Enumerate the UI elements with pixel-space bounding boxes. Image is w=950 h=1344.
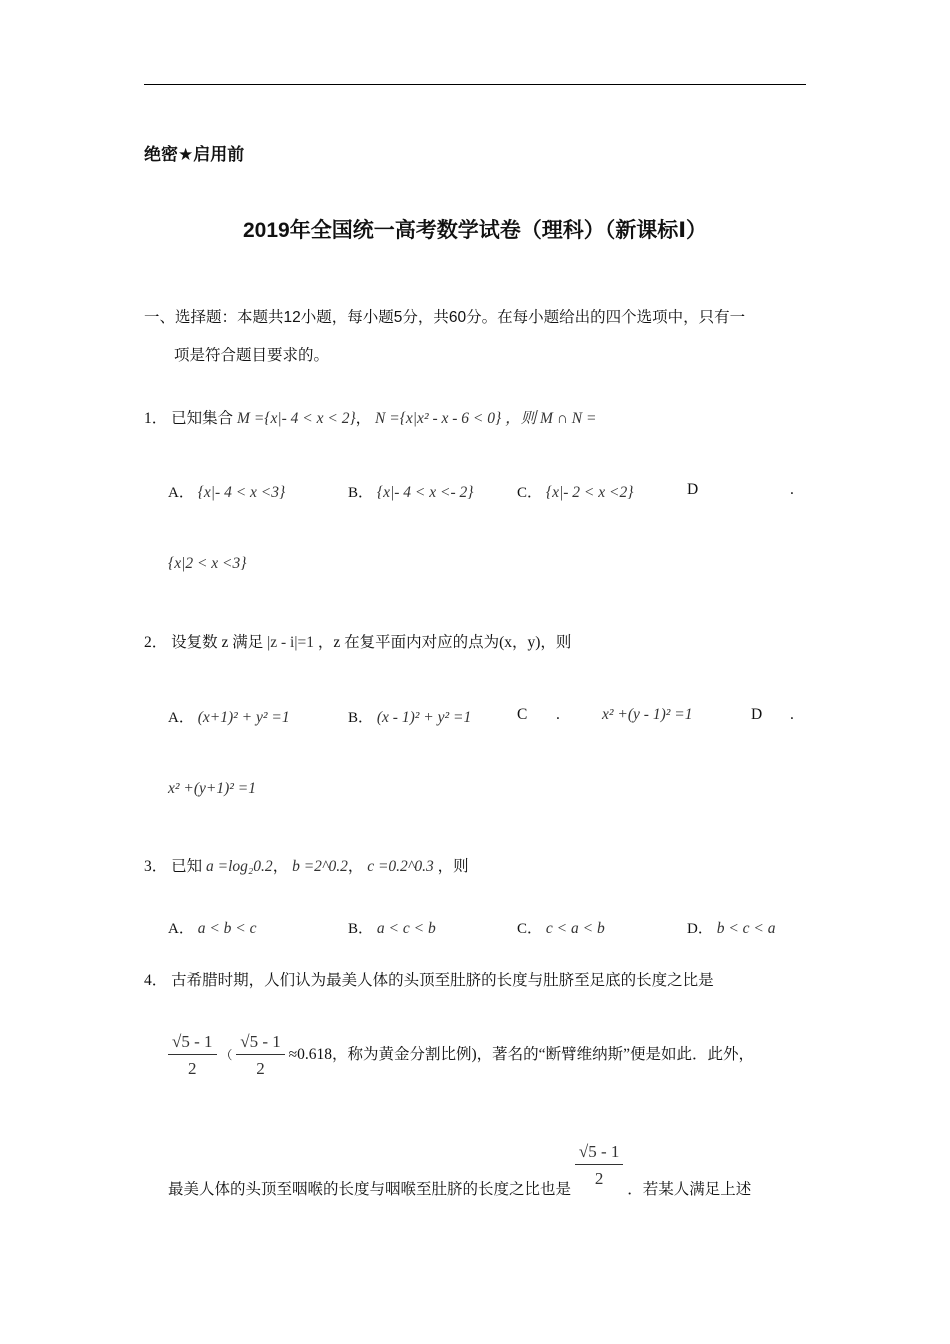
question-stem-suffix: ，则 M ∩ N = — [505, 410, 597, 427]
q1-option-a: A． {x|- 4 < x <3} — [168, 484, 286, 501]
header-rule — [144, 84, 806, 85]
golden-ratio-fraction: $\frac{√5 - 1}{2}$ — [575, 1142, 624, 1189]
q2-option-c-value: x² +(y - 1)² =1 — [602, 706, 693, 723]
question-3: 3． 已知 a =log₂0.2， b =2^0.2， c =0.2^0.3 ，则 — [144, 858, 469, 875]
golden-ratio-fraction: $\frac{√5 - 1}{2}$ — [236, 1032, 285, 1079]
q3-option-c: C． c < a < b — [517, 920, 605, 937]
confidential-label: 绝密★启用前 — [144, 145, 245, 164]
a-definition: a =log₂0.2 — [206, 858, 273, 875]
b-definition: b =2^0.2 — [292, 858, 348, 875]
q3-option-d: D． b < c < a — [687, 920, 776, 937]
section-heading-line1: 一、选择题：本题共12小题，每小题5分，共60分。在每小题给出的四个选项中，只有一 — [144, 309, 746, 326]
question-stem: 已知集合 — [171, 410, 234, 427]
question-4-line3: 最美人体的头顶至咽喉的长度与咽喉至肚脐的长度之比也是 $\frac{√5 - 1}{2}$ ．若某人满足上述 — [168, 1142, 752, 1198]
q1-option-b: B． {x|- 4 < x <- 2} — [348, 484, 474, 501]
q2-option-d-value: x² +(y+1)² =1 — [168, 780, 257, 797]
c-definition: c =0.2^0.3 — [367, 858, 434, 875]
q3-option-b: B． a < c < b — [348, 920, 436, 937]
golden-ratio-fraction: $\frac{√5 - 1}{2}$ — [168, 1032, 217, 1079]
q1-option-d-label: D — [687, 481, 699, 498]
q2-option-c-dot: . — [556, 706, 560, 723]
question-1: 1． 已知集合 M ={x|- 4 < x < 2}， N ={x|x² - x - 6 < 0} ，则 M ∩ N = — [144, 410, 597, 427]
set-m-definition: M ={x|- 4 < x < 2} — [237, 410, 356, 427]
question-4-line2: $\frac{√5 - 1}{2}$ （ $\frac{√5 - 1}{2}$ ≈0.618，称为黄金分割比例)，著名的“断臂维纳斯”便是如此．此外， — [168, 1032, 754, 1079]
question-4: 4． 古希腊时期，人们认为最美人体的头顶至肚脐的长度与肚脐至足底的长度之比是 — [144, 972, 714, 989]
q2-option-d-label: D — [751, 706, 763, 723]
question-2: 2． 设复数 z 满足 |z - i|=1 ，z 在复平面内对应的点为(x，y)，则 — [144, 634, 572, 651]
q1-option-c: C． {x|- 2 < x <2} — [517, 484, 634, 501]
q2-option-d-dot: . — [790, 706, 794, 723]
q1-option-d-value: {x|2 < x <3} — [168, 555, 247, 572]
set-n-definition: N ={x|x² - x - 6 < 0} — [375, 410, 502, 427]
modulus-condition: |z - i|=1 — [267, 634, 314, 651]
q2-option-b: B． (x - 1)² + y² =1 — [348, 709, 472, 726]
q3-option-a: A． a < b < c — [168, 920, 257, 937]
question-number: 1． — [144, 410, 168, 427]
page-title: 2019年全国统一高考数学试卷（理科）（新课标Ⅰ） — [242, 219, 708, 242]
q2-option-a: A． (x+1)² + y² =1 — [168, 709, 290, 726]
q1-option-d-dot: . — [790, 481, 794, 498]
section-heading-line2: 项是符合题目要求的。 — [174, 347, 330, 364]
q2-option-c-label: C — [517, 706, 528, 723]
